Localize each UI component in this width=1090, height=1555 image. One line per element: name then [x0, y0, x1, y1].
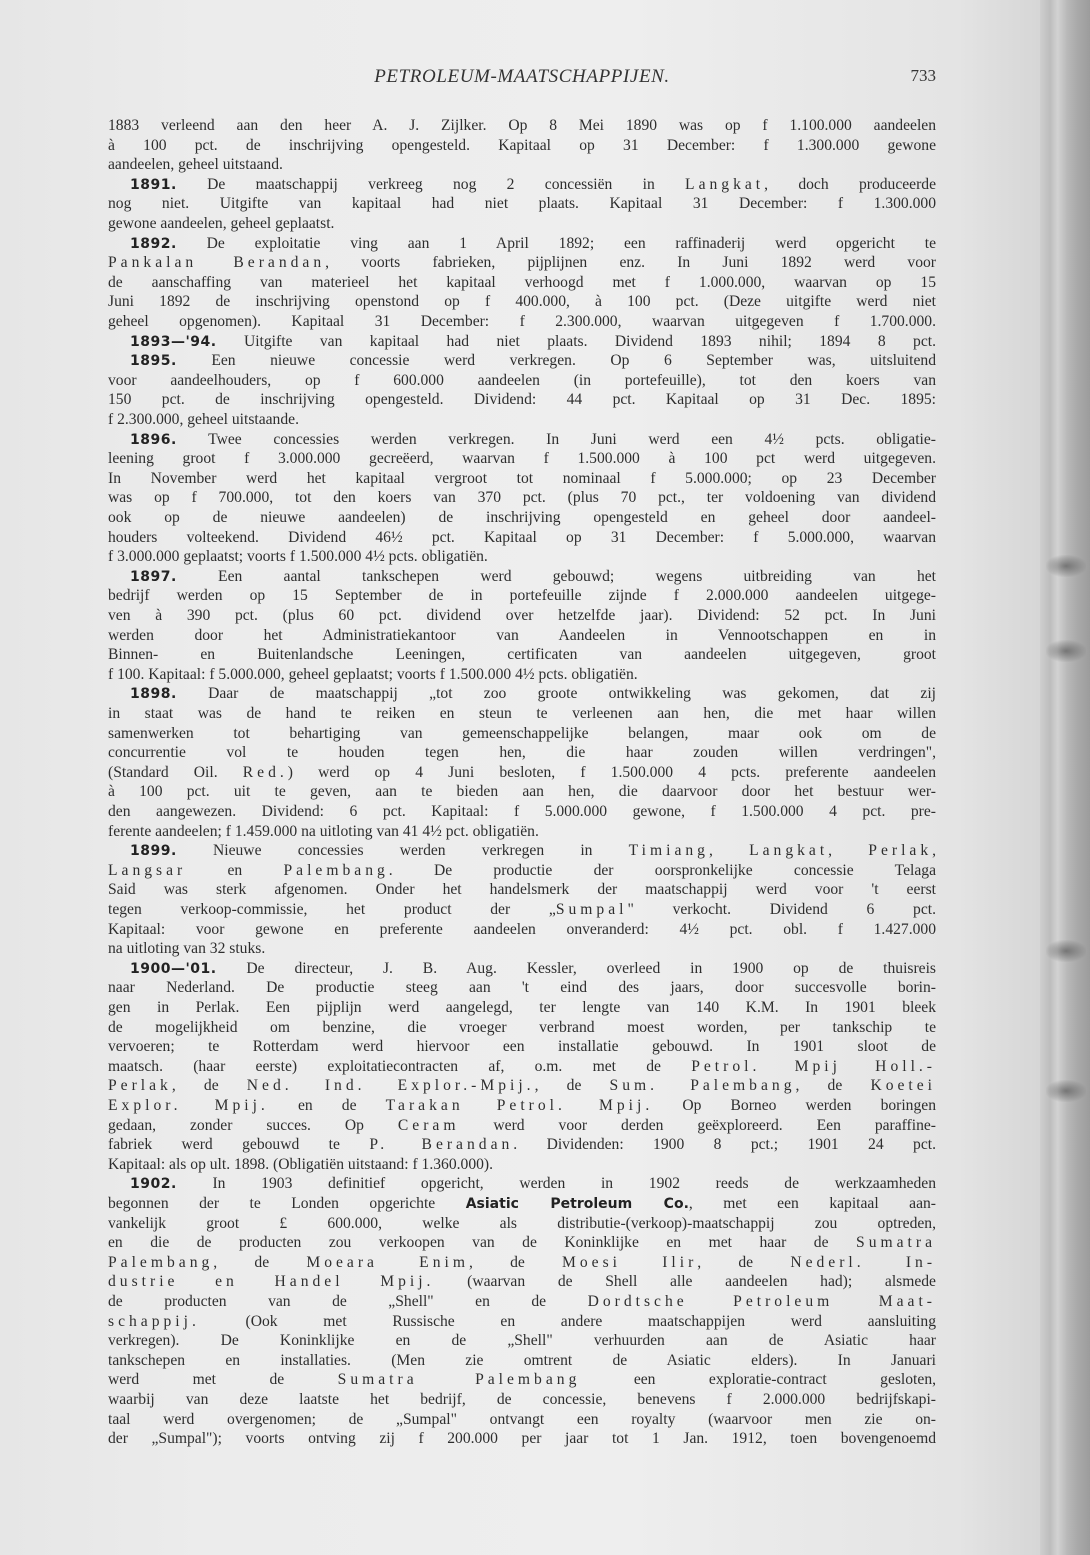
- text-line: [108, 822, 936, 842]
- text-segment: voor aandeelhouders, op f 600.000 aandeelen (in portefeuille), tot den koers van: [108, 371, 936, 389]
- text-segment: , de: [697, 1253, 791, 1271]
- text-segment: à 100 pct. uit te geven, aan te bieden aan hen, die daarvoor door het bestuur wer-: [108, 783, 936, 801]
- text-segment: . Dividenden: 1900 8 pct.; 1901 24 pct.: [513, 1136, 936, 1154]
- text-line: [108, 939, 936, 959]
- text-segment: fabriek werd gebouwd te: [108, 1136, 370, 1154]
- text-segment: Sumpal: [555, 901, 628, 918]
- section-year-heading: 1892.: [130, 235, 177, 252]
- text-segment: 150 pct. de inschrijving opengesteld. Dividend: 44 pct. Kapitaal op 31 Dec. 1895:: [108, 391, 936, 409]
- text-segment: werden door het Administratiekantoor van Aandeelen in Vennootschappen en in: [108, 626, 936, 644]
- text-segment: dustrie en Handel Mpij.: [108, 1273, 435, 1291]
- text-line: [108, 488, 936, 508]
- text-segment: de producten van de „Shell" en de: [108, 1293, 588, 1310]
- text-segment: naar Nederland. De productie steeg aan 't eind des jaars, door succesvolle borin-: [108, 979, 936, 997]
- text-segment: Twee concessies werden verkregen. In Juni werd een 4½ pcts. obligatie-: [176, 430, 936, 448]
- text-segment: Red.: [242, 763, 288, 781]
- text-line: [108, 136, 936, 156]
- text-line: [108, 1057, 936, 1077]
- text-segment: gedaan, zonder succes. Op: [108, 1116, 398, 1134]
- text-segment: (Ook met Russische en andere maatschappijen werd aansluiting: [199, 1312, 936, 1330]
- text-segment: (waarvan de Shell alle aandeelen had); alsmede: [434, 1273, 936, 1291]
- text-segment: Tarakan Petrol. Mpij.: [385, 1097, 654, 1114]
- text-line: [130, 332, 936, 352]
- text-segment: Moeara Enim: [306, 1253, 469, 1271]
- text-line: [108, 547, 936, 567]
- text-line: [108, 1037, 936, 1057]
- text-segment: f 100. Kapitaal: f 5.000.000, geheel geplaatst; voorts f 1.500.000 4½ pcts. obligatiën.: [108, 665, 638, 683]
- text-segment: verkregen). De Koninklijke en de „Shell" verhuurden aan de Asiatic haar: [108, 1332, 936, 1350]
- text-segment: gewone aandeelen, geheel geplaatst.: [108, 215, 335, 232]
- text-segment: Explor. Mpij.: [108, 1097, 269, 1114]
- text-segment: houders volteekend. Dividend 46½ pct. Kapitaal op 31 December: f 5.000.000, waarvan: [108, 528, 936, 546]
- text-line: [108, 1135, 936, 1155]
- text-segment: à 100 pct. de inschrijving opengesteld. Kapitaal op 31 December: f 1.300.000 gewone: [108, 136, 936, 154]
- text-segment: De exploitatie ving aan 1 April 1892; een raffinaderij werd opgericht te: [176, 234, 936, 252]
- text-segment: de mogelijkheid om benzine, die vroeger verbrand moest worden, per tankschip te: [108, 1018, 936, 1036]
- text-segment: taal werd overgenomen; de „Sumpal" ontvangt een royalty (waarvoor men zie on-: [108, 1410, 936, 1428]
- text-line: [108, 469, 936, 489]
- text-line: [108, 528, 936, 548]
- text-segment: gen in Perlak. Een pijplijn werd aangelegd, ter lengte van 140 K.M. In 1901 bleek: [108, 999, 936, 1016]
- text-segment: , de: [534, 1077, 610, 1095]
- text-segment: P. Berandan: [369, 1136, 514, 1154]
- text-line: [108, 802, 936, 822]
- text-line: [108, 782, 936, 802]
- text-segment: waarbij van deze laatste het bedrijf, de concessie, benevens f 2.000.000 bedrijfskapi-: [108, 1391, 936, 1408]
- text-segment: schappij.: [108, 1312, 200, 1330]
- text-segment: den aangewezen. Dividend: 6 pct. Kapitaal: f 5.000.000 gewone, f 1.500.000 4 pct. pre-: [108, 803, 936, 820]
- text-segment: aandeelen, geheel uitstaand.: [108, 156, 283, 174]
- text-segment: ferente aandeelen; f 1.459.000 na uitloting van 41 4½ pct. obligatiën.: [108, 822, 539, 840]
- text-segment: ook op de nieuwe aandeelen) de inschrijving opengesteld en geheel door aandeel-: [108, 509, 936, 526]
- text-line: [108, 1292, 936, 1312]
- text-segment: Uitgifte van kapitaal had niet plaats. Dividend 1893 nihil; 1894 8 pct.: [216, 332, 936, 350]
- text-segment: bedrijf werden op 15 September de in portefeuille zijnde f 2.000.000 aandeelen uitgege-: [108, 587, 936, 605]
- page-edge-mark: [1046, 640, 1086, 662]
- text-line: [108, 214, 936, 234]
- text-segment: werd met de: [108, 1371, 338, 1389]
- page-edge-mark: [1046, 555, 1086, 577]
- text-line: [108, 900, 936, 920]
- text-line: [130, 351, 936, 371]
- text-segment: ven à 390 pct. (plus 60 pct. dividend over hetzelfde jaar). Dividend: 52 pct. In Juni: [108, 607, 936, 624]
- text-line: [108, 312, 936, 332]
- text-segment: Timiang: [628, 842, 709, 860]
- text-segment: tankschepen en installaties. (Men zie omtrent de Asiatic elders). In Januari: [108, 1351, 936, 1369]
- text-segment: , doch produceerde: [764, 175, 937, 193]
- text-segment: ,: [708, 842, 750, 860]
- book-spine-edge: [1040, 0, 1090, 1555]
- text-segment: vankelijk groot £ 600.000, welke als distributie-(verkoop)-maatschappij zou optreden,: [108, 1214, 936, 1232]
- text-line: [108, 371, 936, 391]
- text-line: [108, 1370, 936, 1390]
- text-segment: Palembang: [108, 1253, 214, 1271]
- text-line: [108, 1155, 936, 1175]
- text-segment: Ned. Ind. Explor.-Mpij.: [246, 1077, 535, 1095]
- text-segment: Binnen- en Buitenlandsche Leeningen, certificaten van aandeelen uitgegeven, groot: [108, 646, 936, 664]
- text-segment: ,: [828, 842, 869, 860]
- text-segment: en die de producten zou verkoopen van de Koninklijke en met haar de: [108, 1234, 857, 1252]
- text-line: [108, 1096, 936, 1116]
- text-segment: Said was sterk afgenomen. Onder het handelsmerk der maatschappij werd voor 't eerst: [108, 881, 936, 899]
- text-line: [130, 1174, 936, 1194]
- text-segment: der „Sumpal"); voorts ontving zij f 200.000 per jaar tot 1 Jan. 1912, toen bovengenoemd: [108, 1430, 936, 1448]
- text-segment: . De productie der oorspronkelijke concessie Telaga: [388, 861, 936, 879]
- text-line: [108, 273, 936, 293]
- text-line: [108, 1018, 936, 1038]
- text-segment: In 1903 definitief opgericht, werden in 1902 reeds de werkzaamheden: [176, 1175, 936, 1193]
- section-year-heading: 1899.: [130, 843, 177, 860]
- text-segment: Langkat: [685, 175, 765, 193]
- text-segment: Sumatra: [856, 1234, 936, 1252]
- text-segment: Kapitaal: als op ult. 1898. (Obligatiën uitstaand: f 1.360.000).: [108, 1155, 494, 1173]
- text-line: [108, 1214, 936, 1234]
- text-segment: (Standard Oil.: [108, 763, 243, 781]
- text-line: [108, 1233, 936, 1253]
- text-line: [108, 998, 936, 1018]
- text-segment: Koetei: [870, 1077, 937, 1095]
- text-line: [108, 743, 936, 763]
- section-year-heading: 1895.: [130, 353, 177, 370]
- text-segment: Een aantal tankschepen werd gebouwd; wegens uitbreiding van het: [176, 567, 936, 585]
- section-year-heading: 1891.: [130, 176, 177, 193]
- text-segment: Daar de maatschappij „tot zoo groote ontwikkeling was gekomen, dat zij: [176, 685, 936, 703]
- text-line: [108, 1116, 936, 1136]
- text-segment: " verkocht. Dividend 6 pct.: [627, 901, 936, 918]
- text-segment: begonnen der te Londen opgerichte: [108, 1195, 466, 1212]
- text-line: [130, 175, 936, 195]
- text-segment: Juni 1892 de inschrijving openstond op f 400.000, à 100 pct. (Deze uitgifte werd niet: [108, 293, 936, 311]
- page-edge-mark: [1046, 940, 1086, 962]
- text-segment: 1883 verleend aan den heer A. J. Zijlker. Op 8 Mei 1890 was op f 1.100.000 aandeelen: [108, 117, 936, 134]
- text-segment: Langsar: [108, 861, 187, 879]
- text-line: [130, 567, 936, 587]
- text-segment: Perlak: [108, 1077, 172, 1095]
- text-line: [108, 253, 936, 273]
- text-segment: Palembang: [283, 861, 389, 879]
- text-line: [108, 116, 936, 136]
- text-segment: in staat was de hand te reiken en steun te verleenen aan hen, die met haar willen: [108, 705, 936, 722]
- text-line: [108, 1194, 936, 1214]
- text-line: [108, 1390, 936, 1410]
- text-segment: na uitloting van 32 stuks.: [108, 940, 266, 958]
- text-line: [108, 449, 936, 469]
- text-segment: f 3.000.000 geplaatst; voorts f 1.500.000 4½ pcts. obligatiën.: [108, 548, 488, 566]
- section-year-heading: 1900—'01.: [130, 960, 217, 977]
- text-segment: samenwerken tot behartiging van gemeenschappelijke belangen, maar ook om de: [108, 724, 936, 742]
- text-line: [108, 880, 936, 900]
- text-segment: geheel opgenomen). Kapitaal 31 December: f 2.300.000, waarvan uitgegeven f 1.700.000.: [108, 313, 936, 330]
- text-segment: , de: [795, 1077, 871, 1095]
- section-year-heading: 1902.: [130, 1176, 177, 1193]
- text-segment: In November werd het kapitaal vergroot tot nominaal f 5.000.000; op 23 December: [108, 469, 936, 487]
- text-line: [130, 684, 936, 704]
- text-line: [130, 430, 936, 450]
- text-segment: was op f 700.000, tot den koers van 370 pct. (plus 70 pct., ter voldoening van dividend: [108, 489, 936, 507]
- text-segment: De directeur, J. B. Aug. Kessler, overleed in 1900 op de thuisreis: [216, 959, 936, 977]
- section-year-heading: 1897.: [130, 568, 177, 585]
- text-line: [108, 1312, 936, 1332]
- text-line: [108, 155, 936, 175]
- text-segment: een exploratie-contract gesloten,: [580, 1371, 937, 1389]
- text-segment: de aanschaffing van materieel het kapitaal verhoogd met f 1.000.000, waarvan op 15: [108, 273, 936, 291]
- text-line: [108, 920, 936, 940]
- text-line: [108, 1410, 936, 1430]
- text-line: [108, 626, 936, 646]
- text-line: [108, 606, 936, 626]
- text-segment: ,: [932, 842, 937, 860]
- text-line: [130, 841, 936, 861]
- text-line: [108, 645, 936, 665]
- text-segment: ) werd op 4 Juni besloten, f 1.500.000 4 pcts. preferente aandeelen: [287, 763, 936, 781]
- text-segment: Nederl. In-: [790, 1253, 937, 1271]
- text-segment: Ceram: [397, 1116, 460, 1134]
- text-segment: Sum. Palembang: [609, 1077, 796, 1095]
- text-line: [130, 959, 936, 979]
- text-segment: werd voor derden geëxploreerd. Een paraffine-: [459, 1116, 936, 1134]
- text-segment: Petrol. Mpij Holl.-: [691, 1057, 937, 1075]
- section-year-heading: 1893—'94.: [130, 333, 217, 350]
- text-line: [108, 704, 936, 724]
- text-segment: , voorts fabrieken, pijplijnen enz. In Juni 1892 werd voor: [325, 254, 936, 272]
- text-line: [108, 1331, 936, 1351]
- text-line: [108, 1429, 936, 1449]
- text-segment: , de: [468, 1253, 563, 1271]
- text-segment: , de: [213, 1253, 307, 1271]
- page-number: 733: [910, 66, 936, 85]
- text-line: [108, 410, 936, 430]
- text-line: [108, 1076, 936, 1096]
- text-segment: f 2.300.000, geheel uitstaande.: [108, 411, 299, 428]
- text-segment: Perlak: [868, 842, 933, 860]
- text-segment: maatsch. (haar eerste) exploitatiecontracten af, o.m. met de: [108, 1057, 692, 1075]
- page-edge-mark: [1046, 1080, 1086, 1102]
- text-line: [130, 234, 936, 254]
- running-title: PETROLEUM-MAATSCHAPPIJEN.: [374, 66, 670, 87]
- text-line: [108, 292, 936, 312]
- text-segment: vervoeren; te Rotterdam werd hiervoor een installatie gebouwd. In 1901 sloot de: [108, 1038, 936, 1056]
- text-segment: Een nieuwe concessie werd verkregen. Op 6 September was, uitsluitend: [176, 352, 936, 370]
- section-year-heading: 1898.: [130, 686, 177, 703]
- text-line: [108, 390, 936, 410]
- text-line: [108, 978, 936, 998]
- text-line: [108, 194, 936, 214]
- text-segment: Kapitaal: voor gewone en preferente aandeelen onveranderd: 4½ pct. obl. f 1.427.000: [108, 920, 936, 938]
- text-segment: en: [186, 861, 284, 879]
- page-header: [108, 66, 936, 90]
- text-segment: en de: [268, 1097, 386, 1114]
- text-segment: De maatschappij verkreeg nog 2 concessiën in: [176, 175, 686, 193]
- text-segment: , de: [171, 1077, 247, 1095]
- text-segment: Op Borneo werden boringen: [653, 1097, 936, 1114]
- text-segment: Asiatic Petroleum Co.: [465, 1196, 689, 1212]
- text-segment: nog niet. Uitgifte van kapitaal had niet plaats. Kapitaal 31 December: f 1.300.000: [108, 195, 936, 213]
- text-segment: Dordtsche Petroleum Maat-: [587, 1293, 936, 1310]
- text-line: [108, 763, 936, 783]
- text-segment: Langkat: [749, 842, 829, 860]
- text-line: [108, 1351, 936, 1371]
- text-line: [108, 665, 936, 685]
- text-segment: Moesi Ilir: [562, 1253, 698, 1271]
- text-segment: Sumatra Palembang: [337, 1371, 581, 1389]
- text-line: [108, 508, 936, 528]
- text-segment: tegen verkoop-commissie, het product der „: [108, 901, 556, 918]
- text-line: [108, 861, 936, 881]
- text-line: [108, 586, 936, 606]
- text-segment: Pankalan Berandan: [108, 254, 326, 272]
- text-line: [108, 1253, 936, 1273]
- text-segment: , met een kapitaal aan-: [688, 1195, 936, 1212]
- text-segment: leening groot f 3.000.000 gecreëerd, waarvan f 1.500.000 à 100 pct werd uitgegeven.: [108, 450, 936, 468]
- text-segment: Nieuwe concessies werden verkregen in: [176, 842, 629, 860]
- section-year-heading: 1896.: [130, 431, 177, 448]
- text-line: [108, 724, 936, 744]
- text-segment: concurrentie vol te houden tegen hen, die haar zouden willen verdringen",: [108, 744, 936, 762]
- text-line: [108, 1272, 936, 1292]
